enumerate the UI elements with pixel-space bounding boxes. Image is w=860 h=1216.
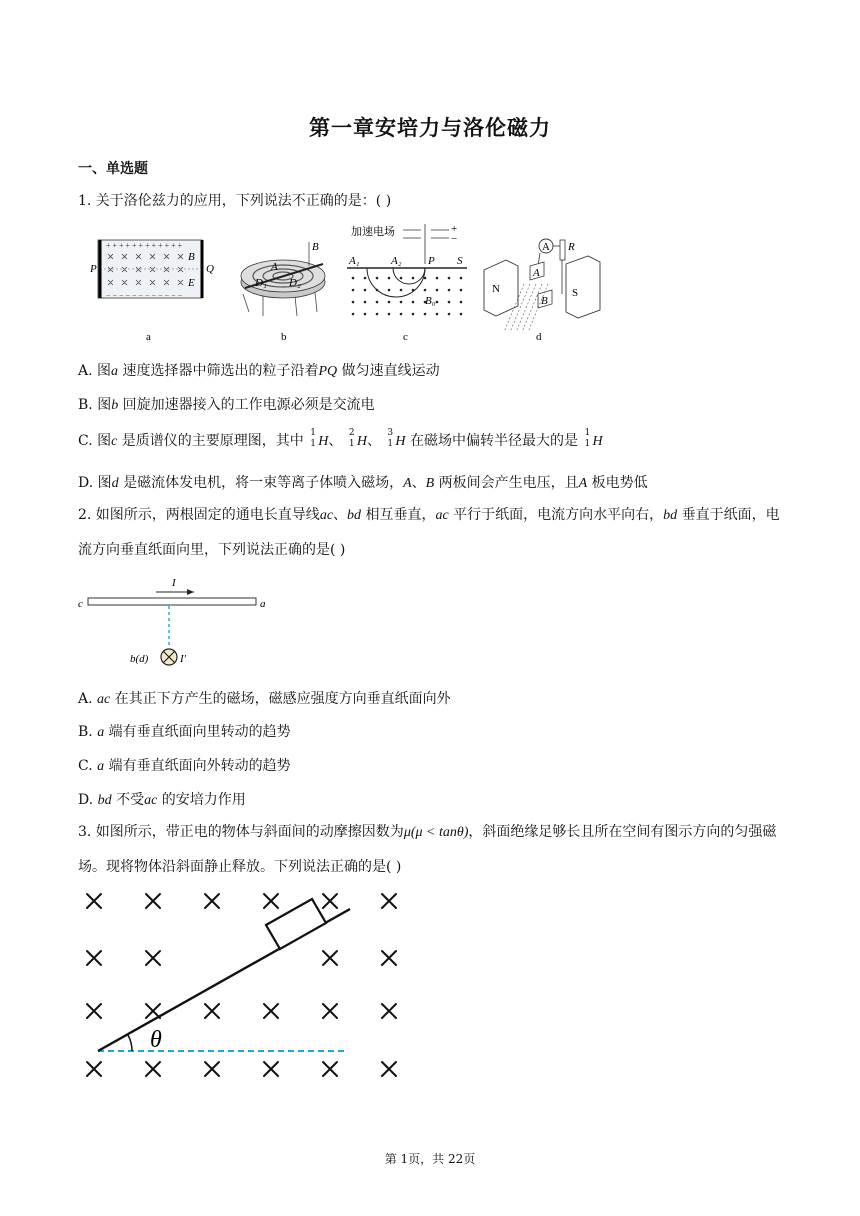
fig-d-caption: d (536, 331, 542, 343)
fig-d-label-R: R (568, 241, 575, 253)
fig-c-label-accel: 加速电场 (351, 226, 395, 238)
fig-b-label-D2: D₂ (289, 277, 301, 289)
q1-option-d: D. 图d 是磁流体发电机，将一束等离子体喷入磁场，A、B 两板间会产生电压，且A 板电势低 (78, 475, 648, 491)
fig-d-label-A: A (533, 267, 540, 279)
fig-a-label-E: E (188, 277, 195, 289)
fig-a-label-Q: Q (206, 263, 214, 275)
q2-option-b: B. a 端有垂直纸面向里转动的趋势 (78, 724, 291, 740)
q2-fig-label-c: c (78, 598, 83, 610)
fig-c-label-minus: − (451, 233, 458, 245)
fig-d-label-N: N (492, 283, 500, 295)
q1-figure-a (90, 236, 215, 344)
fig-c-label-plus: + (451, 223, 458, 235)
fig-a-label-B: B (188, 251, 195, 263)
fig-d-label-S: S (572, 287, 579, 299)
q2-fig-label-bd: b(d) (130, 653, 149, 665)
svg-text:− − − − − − − − − − − −: − − − − − − − − − − − − (106, 291, 183, 300)
fig-c-label-B0: B₀ (425, 295, 436, 307)
q2-figure (78, 572, 278, 672)
q2-fig-label-Iprime: I′ (180, 653, 187, 665)
section-heading: 一、单选题 (78, 161, 148, 177)
fig-b-label-D1: D₁ (255, 277, 267, 289)
q2-option-a: A. ac 在其正下方产生的磁场，磁感应强度方向垂直纸面向外 (78, 691, 451, 707)
fig-c-label-P: P (428, 255, 435, 267)
fig-c-label-A1: A₁ (349, 255, 360, 267)
fig-a-label-P: P (90, 263, 97, 275)
q1-option-c: C. 图c 是质谱仪的主要原理图，其中 1 1 H、 2 1 H、 3 1 H 在磁场中偏转半径最大的是 1 1 H (78, 428, 603, 449)
q2-option-d: D. bd 不受ac 的安培力作用 (78, 792, 246, 808)
page-footer: 第 1页，共 22页 (384, 1152, 476, 1166)
q3-figure (80, 885, 410, 1085)
fig-c-label-S: S (457, 255, 463, 267)
q1-figure-c (345, 222, 470, 344)
fig-b-caption: b (281, 331, 287, 343)
q1-option-a: A. 图a 速度选择器中筛选出的粒子沿着PQ 做匀速直线运动 (78, 363, 440, 379)
svg-text:+ + + + + + + + + + + +: + + + + + + + + + + + + (106, 241, 183, 250)
q3-fig-label-theta: θ (150, 1027, 162, 1053)
q1-stem: 1. 关于洛伦兹力的应用，下列说法不正确的是：( ) (78, 193, 392, 209)
q1-figure-b (235, 236, 335, 344)
q3-stem: 3. 如图所示，带正电的物体与斜面间的动摩擦因数为μ(μ < tanθ)，斜面绝缘足够长且所在空间有图示方向的匀强磁场。现将物体沿斜面静止释放。下列说法正确的是( ) (78, 824, 777, 875)
q2-fig-label-I: I (172, 577, 176, 589)
fig-b-label-A: A (271, 261, 278, 273)
page-title: 第一章安培力与洛伦磁力 (309, 116, 551, 140)
q1-option-b: B. 图b 回旋加速器接入的工作电源必须是交流电 (78, 397, 375, 413)
q2-fig-label-a: a (260, 598, 266, 610)
fig-d-label-B: B (541, 295, 548, 307)
fig-c-label-A2: A₂ (391, 255, 402, 267)
q2-stem: 2. 如图所示，两根固定的通电长直导线ac、bd 相互垂直，ac 平行于纸面，电流方向水平向右，bd 垂直于纸面，电流方向垂直纸面向里，下列说法正确的是( ) (78, 507, 780, 558)
fig-b-label-B: B (312, 241, 319, 253)
fig-d-label-meter: A (542, 241, 550, 253)
q2-option-c: C. a 端有垂直纸面向外转动的趋势 (78, 758, 291, 774)
q1-figure-d (480, 236, 605, 344)
fig-c-caption: c (403, 331, 408, 343)
fig-a-caption: a (146, 331, 151, 343)
